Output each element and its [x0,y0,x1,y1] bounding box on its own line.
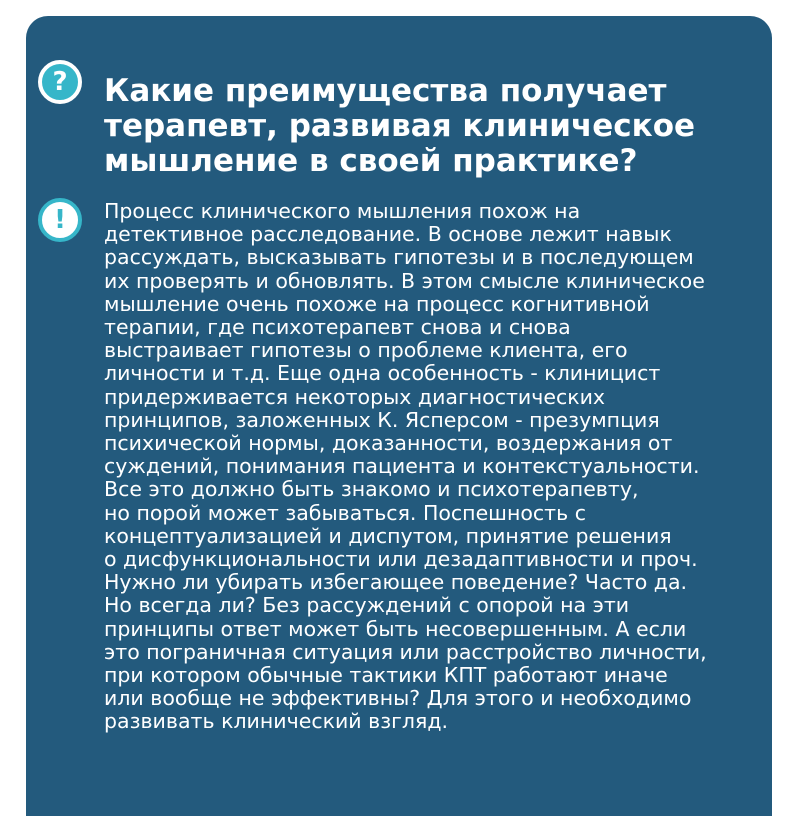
answer-line: терапии, где психотерапевт снова и снова [104,315,571,340]
answer-line: это пограничная ситуация или расстройство личности, [104,639,707,664]
answer-line: Процесс клинического мышления похож на [104,199,581,223]
question-icon: ? [38,60,82,104]
content-card [26,16,772,816]
answer-line: придерживается некоторых диагностических [104,384,606,409]
answer-line: при котором обычные тактики КПТ работают иначе [104,663,668,688]
answer-line: психической нормы, доказанности, воздержания от [104,431,673,456]
answer-line: Нужно ли убирать избегающее поведение? Часто да. [104,570,688,595]
answer-line: суждений, понимания пациента и контекстуальности. [104,454,700,479]
answer-line: Но всегда ли? Без рассуждений с опорой на эти [104,593,630,618]
exclamation-icon: ! [38,198,82,242]
answer-line: о дисфункциональности или дезадаптивности и проч. [104,547,698,572]
answer-line: мышление очень похоже на процесс когнитивной [104,291,650,316]
answer-line: Все это должно быть знакомо и психотерапевту, [104,477,639,502]
title-line: мышление в своей практике? [104,143,638,179]
answer-line: концептуализацией и диспутом, принятие решения [104,523,672,548]
title-line: Какие преимущества получает [104,73,667,109]
answer-line: личности и т.д. Еще одна особенность - клиницист [104,361,661,386]
answer-line: детективное расследование. В основе лежит навык [104,222,672,247]
answer-line: но порой может забываться. Поспешность с [104,500,586,525]
answer-line: принципы ответ может быть несовершенным. А если [104,616,687,641]
question-title [104,74,794,179]
answer-line: выстраивает гипотезы о проблеме клиента, его [104,338,628,363]
answer-line: или вообще не эффективны? Для этого и необходимо [104,686,692,711]
title-line: терапевт, развивая клиническое [104,108,696,144]
answer-line: рассуждать, высказывать гипотезы и в последующем [104,245,694,270]
answer-text [104,200,800,734]
answer-line: развивать клинический взгляд. [104,709,449,734]
answer-line: принципов, заложенных К. Ясперсом - презумпция [104,407,660,432]
answer-line: их проверять и обновлять. В этом смысле клиническое [104,268,705,293]
